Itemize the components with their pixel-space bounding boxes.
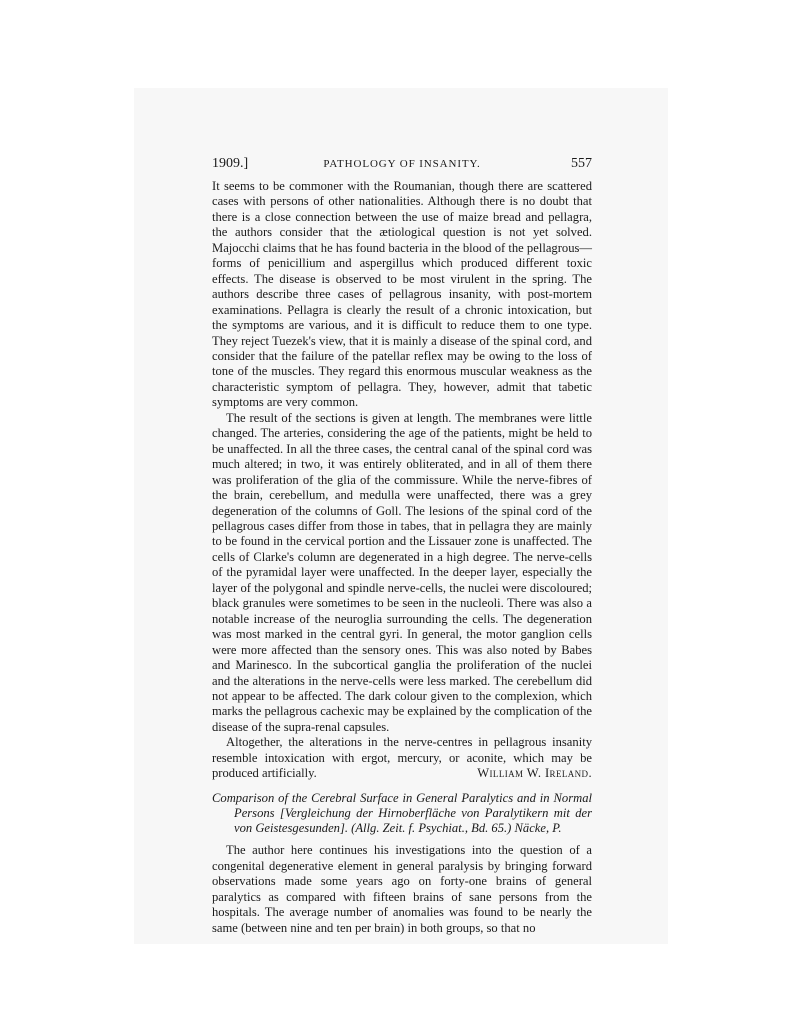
paragraph-1: It seems to be commoner with the Roumanian, though there are scattered cases with persons of other nationalities. Although there is no doubt that there is a close connection between the use of maize bread and pellagra, the authors consider that the ætiological question is not yet solved. Majocchi claims that he has found bacteria in the blood of the pellagrous—forms of penicillium and aspergillus which produced different toxic effects. The disease is observed to be most virulent in the spring. The authors describe three cases of pellagrous insanity, with post-mortem examinations. Pellagra is clearly the result of a chronic intoxication, but the symptoms are various, and it is difficult to reduce them to one type. They reject Tuezek's view, that it is mainly a disease of the spinal cord, and consider that the failure of the patellar reflex may be owing to the loss of tone of the muscles. They regard this enormous muscular weakness as the characteristic symptom of pellagra. They, however, admit that tabetic symptoms are very common. [212,179,592,410]
page-number: 557 [571,156,592,171]
page-text [212,154,592,936]
paragraph-2: The result of the sections is given at length. The membranes were little changed. The arteries, considering the age of the patients, might be held to be unaffected. In all the three cases, the central canal of the spinal cord was much altered; in two, it was entirely obliterated, and in all of them there was proliferation of the glia of the commissure. While the nerve-fibres of the brain, cerebellum, and medulla were unaffected, there was a grey degeneration of the columns of Goll. The lesions of the spinal cord of the pellagrous cases differ from those in tabes, that in pellagra they are mainly to be found in the cervical portion and the Lissauer zone is unaffected. The cells of Clarke's column are degenerated in a high degree. The nerve-cells of the pyramidal layer were unaffected. In the deeper layer, especially the layer of the polygonal and spindle nerve-cells, the nuclei were discoloured; black granules were sometimes to be seen in the nucleoli. There was also a notable increase of the neuroglia surrounding the cells. The degeneration was most marked in the central gyri. In general, the motor ganglion cells were more affected than the sensory ones. This was also noted by Babes and Marinesco. In the subcortical ganglia the proliferation of the nuclei and the alterations in the nerve-cells were less marked. The cerebellum did not appear to be affected. The dark colour given to the complexion, which marks the pellagrous cachexic may be explained by the complication of the disease of the supra-renal capsules. [212,410,592,734]
paragraph-3-text: Altogether, the alterations in the nerve-centres in pellagrous insanity resemble intoxication with ergot, mercury, or aconite, which may be produced artificially. [212,735,592,781]
running-header [212,154,592,176]
paragraph-3 [212,735,592,781]
paragraph-4: The author here continues his investigations into the question of a congenital degenerative element in general paralysis by bringing forward observations made some years ago on forty-one brains of general paralytics as compared with fifteen brains of sane persons from the hospitals. The average number of anomalies was found to be nearly the same (between nine and ten per brain) in both groups, so that no [212,843,592,935]
header-year: 1909.] [212,156,249,171]
author-signature: William W. Ireland. [477,766,592,781]
header-title: PATHOLOGY OF INSANITY. [323,158,481,170]
article-title: Comparison of the Cerebral Surface in General Paralytics and in Normal Persons [Vergleichung der Hirnoberfläche von Paralytikern mit der von Geistesgesunden]. (Allg. Zeit. f. Psychiat., Bd. 65.) Näcke, P. [212,790,592,836]
